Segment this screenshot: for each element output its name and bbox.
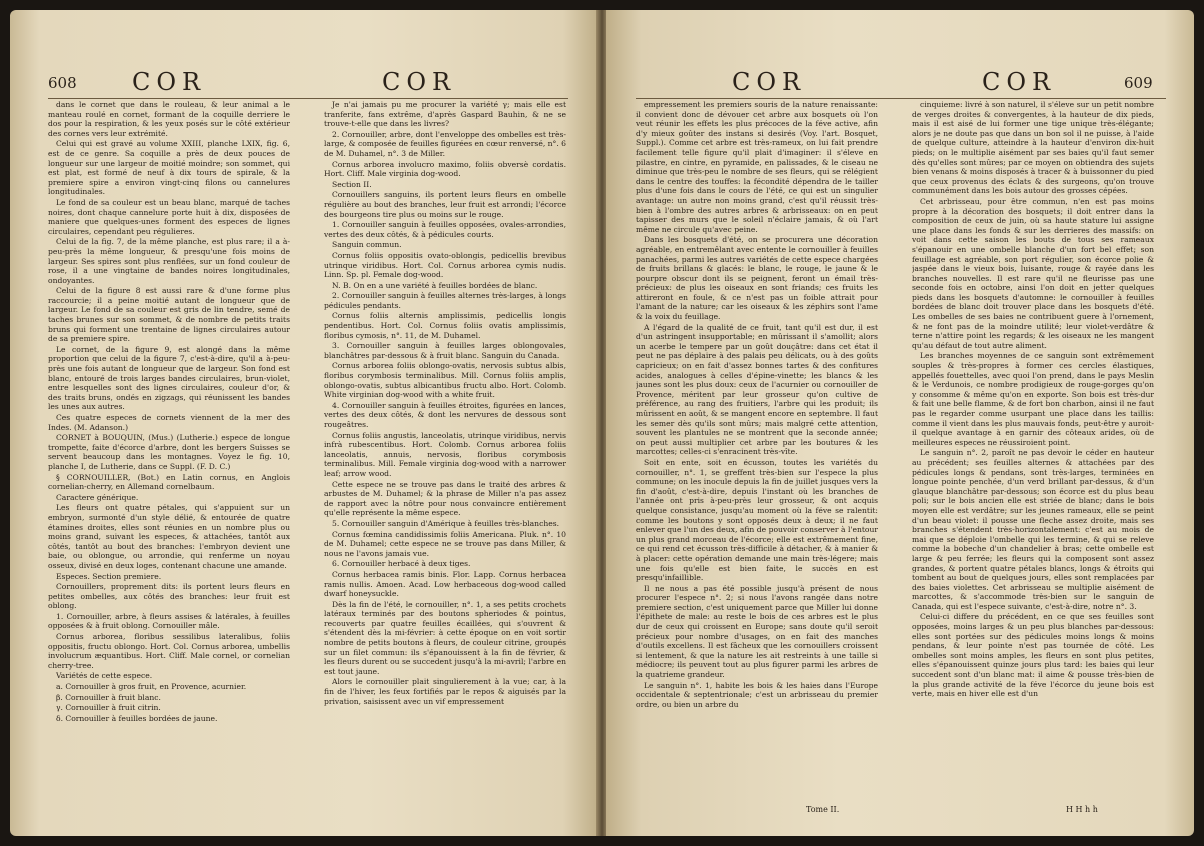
paragraph: Celui qui est gravé au volume XXIII, planche LXIX, fig. 6, est de ce genre. Sa coquille a près de deux pouces de longueur sur une largeur de moitié moindre; son sommet, qui est plat, est formé de neuf à dix tours de spirale, & la premiere spire a environ vingt-cinq filons ou cannelures longitudinales. [48, 139, 290, 197]
paragraph: empressement les premiers souris de la nature renaissante: il convient donc de dévouer cet arbre aux bosquets où l'on veut réunir les effets les plus précoces de la féve active, afin d'y mieux goûter des instans si desirés (Voy. l'art. Bosquet, Suppl.). Comme cet arbre est très-rameux, on lui fait prendre facilement telle figure qu'il plait d'imaginer: il s'éleve en pilastre, en cintre, en pyramide, en palissades, & le ciseau ne diminue que très-peu le nombre de ses fleurs, qui se rélégient dans le centre des touffes: la fécondité dépendra de le tailler plus d'une fois dans le cours de l'été, ce qui est un singulier avantage: un autre non moins grand, c'est qu'il réussit très-bien à l'ombre des autres arbres & arbrisseaux: on en peut tapisser des murs que le soleil n'éclaire jamais, & où l'art même ne circule qu'avec peine. [636, 100, 878, 234]
paragraph: Sanguin commun. [332, 240, 402, 250]
paragraph: Dès la fin de l'été, le cornouiller, n°. 1, a ses petits crochets latéraux terminés par des boutons spheriodes & pointus, recouverts par quatre feuilles écaillées, qui s'ouvrent & s'étendent dès la mi-février: à cette époque on en voit sortir nombre de petits boutons à fleurs, de couleur citrine, groupés sur un filet commun: ils s'épanouissent à la fin de février, & les fleurs durent ou se succedent jusqu'à la mi-avril; l'arbre en est tout jaune. [324, 599, 566, 676]
paragraph: Les branches moyennes de ce sanguin sont extrêmement souples & très-propres à former ces cercles élastiques, appellés fouettelles, avec quoi l'on prend, dans le pays Meslin & le Verdunois, ce nombre prodigieux de rouge-gorges qu'on y consomme & même qu'on en exporte. Son bois est très-dur & fait une belle flamme, & de fort bon charbon, ainsi il ne faut pas le regarder comme usurpant une place dans les taillis: comme il vient dans les plus mauvais fonds, peut-être y auroit-il quelque avantage à en garnir des côteaux arides, où de meilleures especes ne réussiroient point. [912, 351, 1154, 447]
paragraph: Il ne nous a pas été possible jusqu'à présent de nous procurer l'espece n°. 2; si nous l'avons rangée dans notre premiere section, c'est uniquement parce que Miller lui donne l'épithete de male: au reste le bois de ces arbres est le plus dur de ceux qui croissent en Europe; sans doute qu'il seroit précieux pour nombre d'usages, on en fait des manches d'outils excellens. Il est fâcheux que les cornouillers croissent si lentement, & que la nature les ait restreints à une taille si médiocre; ils peuvent tout au plus figurer parmi les arbres de la quatrieme grandeur. [636, 583, 878, 680]
paragraph: Cornus foliis oppositis ovato-oblongis, pedicellis brevibus utrinque viridibus. Hort. Col. Cornus arborea cymis nudis. Linn. Sp. pl. Female dog-wood. [324, 250, 566, 280]
header-rule [636, 98, 1166, 99]
paragraph: CORNET à BOUQUIN, (Mus.) (Lutherie.) espece de longue trompette, faite d'écorce d'arbre, dont les bergers Suisses se servent beaucoup dans les montagnes. Voyez le fig. 10, planche I, de Lutherie, dans ce Suppl. (F. D. C.) [48, 433, 290, 471]
paragraph: Le sanguin n°. 1, habite les bois & les haies dans l'Europe occidentale & septentrionale; c'est un arbrisseau du premier ordre, ou bien un arbre du [636, 680, 878, 709]
running-head-left: COR [732, 68, 807, 96]
paragraph: Variétés de cette espece. [56, 671, 153, 681]
text-column-1 [636, 100, 878, 800]
text-column-2 [324, 100, 566, 800]
paragraph: Ces quatre especes de cornets viennent de la mer des Indes. (M. Adanson.) [48, 413, 290, 432]
paragraph: § CORNOUILLER, (Bot.) en Latin cornus, en Anglois cornelian-cherry, en Allemand cornelbaum. [48, 472, 290, 492]
paragraph: Cornus arborea, floribus sessilibus lateralibus, foliis oppositis, fructu oblongo. Hort. Col. Cornus arborea, umbellis involucrum æquantibus. Hort. Cliff. Male cornel, or cornelian cherry-tree. [48, 632, 290, 670]
running-head-right: COR [982, 68, 1057, 96]
paragraph: 1. Cornouiller sanguin à feuilles opposées, ovales-arrondies, vertes des deux côtés, & à pédicules courts. [324, 220, 566, 239]
paragraph: Je n'ai jamais pu me procurer la variété γ; mais elle est tranferite, fans extrême, d'après Gaspard Bauhin, & ne se trouve-t-elle que dans les livres? [324, 100, 566, 129]
right-page [606, 10, 1194, 836]
paragraph: Le cornet, de la figure 9, est alongé dans la même proportion que celui de la figure 7, c'est-à-dire, qu'il a à-peu-près une fois autant de longueur que de largeur. Son fond est blanc, entouré de trois larges bandes circulaires, brun-violet, entre lesquelles sont des lignes circulaires, couleur d'or, & des traits bruns, ondés en zigzags, qui réunissent les bandes les unes aux autres. [48, 344, 290, 412]
paragraph: Section II. [332, 179, 372, 189]
paragraph: N. B. On en a une variété à feuilles bordées de blanc. [332, 280, 538, 290]
running-head-right: COR [382, 68, 457, 96]
paragraph: Cornus arborea involucro maximo, foliis obversè cordatis. Hort. Cliff. Male virginia dog-wood. [324, 159, 566, 179]
paragraph: Cette espece ne se trouve pas dans le traité des arbres & arbustes de M. Duhamel; & la phrase de Miller n'a pas assez de rapport avec la nôtre pour nous convaincre entièrement qu'elle représente la même espece. [324, 479, 566, 518]
paragraph: Les fleurs ont quatre pétales, qui s'appuient sur un embryon, surmonté d'un style délié, & entourée de quatre étamines droites, elles sont réunies en un nombre plus ou moins grand, suivant les especes, & attachées, tantôt aux côtés, tantôt au bout des branches: l'embryon devient une baie, ou oblongue, ou arrondie, qui renferme un noyau osseux, divisé en deux loges, contenant chacune une amande. [48, 503, 290, 570]
paragraph: Soit en ente, soit en écusson, toutes les variétés du cornouiller, n°. 1, se greffent très-bien sur l'espece la plus commune; on les inocule depuis la fin de juillet jusques vers la fin d'août, c'est-à-dire, depuis l'instant où les branches de l'année ont pris à-peu-près leur grosseur, & ont acquis quelque consistance, jusqu'au moment où la féve se ralentit: comme les boutons y sont opposés deux à deux; il ne faut enlever que l'un des deux, afin de pouvoir conserver à l'entour un plus grand morceau de l'écorce; elle est extrêmement fine, ce qui rend cet écusson très-difficile à détacher, & à manier & à placer: cette opération demande une main très-légere; mais une fois qu'elle est bien faite, le succès en est presqu'infaillible. [636, 457, 878, 583]
paragraph: Cet arbrisseau, pour être commun, n'en est pas moins propre à la décoration des bosquets; il doit entrer dans la composition de ceux de juin, où sa haute stature lui assigne une place dans les fonds & sur les derrieres des massifs: on voit dans cette saison les bouts de tous ses rameaux s'épanouir en une ombelle blanche d'un fort bel effet; son feuillage est agréable, son port régulier, son écorce polie & jaspée dans le vieux bois, luisante, rouge & rayée dans les branches nouvelles. Il est rare qu'il ne fleurisse pas une seconde fois en octobre, ainsi l'on doit en jetter quelques pieds dans les bosquets d'automne: le cornouiller à feuilles bordées de blanc doit trouver place dans les bosquets d'été. Les ombelles de ses baies ne contribuent guere à l'ornement, & ne font pas de la moindre utilité; leur violet-verdâtre & terne n'attire point les regards; & les oiseaux ne les mangent qu'au défaut de tout autre aliment. [912, 196, 1154, 350]
paragraph: dans le cornet que dans le rouleau, & leur animal a le manteau roulé en cornet, formant de la coquille derriere le dos pour la respiration, & les yeux posés sur le côté extérieur des cornes vers leur extrémité. [48, 100, 290, 138]
paragraph: Caractere générique. [56, 492, 139, 502]
paragraph: 2. Cornouiller, arbre, dont l'enveloppe des ombelles est très-large, & composée de feuilles figurées en cœur renversé, n°. 6 de M. Duhamel, n°. 3 de Miller. [324, 129, 566, 158]
page-number: 608 [48, 74, 77, 92]
paragraph: β. Cornouiller à fruit blanc. [56, 692, 161, 702]
paragraph: 5. Cornouiller sanguin d'Amérique à feuilles très-blanches. [332, 518, 560, 528]
paragraph: cinquieme: livré à son naturel, il s'éleve sur un petit nombre de verges droites & convergentes, à la hauteur de dix pieds, mais il est aisé de lui former une tige unique très-élégante; alors je ne doute pas que dans un bon sol il ne puisse, à l'aide de quelque culture, atteindre à la hauteur d'environ dix-huit pieds; on le multiplie aisément par ses baies qu'il faut semer dès qu'elles sont mûres; par ce moyen on obtiendra des sujets bien venans & moins disposés à tracer & à buissonner du pied que ceux provenus des éclats & des surgeons, qu'on trouve communément dans les bois autour des grosses cépées. [912, 100, 1154, 196]
paragraph: Cornouillers, proprement dits: ils portent leurs fleurs en petites ombelles, aux côtés des branches: leur fruit est oblong. [48, 582, 290, 611]
paragraph: Celui-ci differe du précédent, en ce que ses feuilles sont opposées, moins larges & un peu plus blanches par-dessous: elles sont portées sur des pédicules moins longs & moins pendans, & leur pointe n'est pas tournée de côté. Les ombelles sont moins amples, les fleurs en sont plus petites, elles s'épanouissent quinze jours plus tard: les baies qui leur succedent sont d'un blanc mat: il aime & pousse très-bien de la plus grande activité de la féve l'écorce du jeune bois est verte, mais en hiver elle est d'un [912, 612, 1154, 699]
paragraph: 2. Cornouiller sanguin à feuilles alternes très-larges, à longs pédicules pendants. [324, 291, 566, 310]
running-head-left: COR [132, 68, 207, 96]
paragraph: Celui de la figure 8 est aussi rare & d'une forme plus raccourcie; il a peine moitié autant de longueur que de largeur. Le fond de sa couleur est gris de lin tendre, semé de taches brunes sur son sommet, & de nombre de petits traits bruns qui forment une trentaine de lignes circulaires autour de sa premiere spire. [48, 286, 290, 344]
paragraph: Cornus fœmina candidissimis foliis Americana. Pluk. n°. 10 de M. Duhamel; cette espece ne se trouve pas dans Miller, & nous ne l'avons jamais vue. [324, 529, 566, 558]
signature-mark: H H h h [1066, 805, 1098, 814]
paragraph: Cornus herbacea ramis binis. Flor. Lapp. Cornus herbacea ramis nullis. Amoen. Acad. Low herbaceous dog-wood called dwarf honeysuckle. [324, 569, 566, 599]
paragraph: Le fond de sa couleur est un beau blanc, marqué de taches noires, dont chaque cannelure porte huit à dix, disposées de maniere que quelques-unes forment des especes de lignes circulaires, cependant peu régulieres. [48, 197, 290, 236]
paragraph: 3. Cornouiller sanguin à feuilles larges oblongovales, blanchâtres par-dessous & à fruit blanc. Sanguin du Canada. [324, 341, 566, 360]
text-column-1 [48, 100, 290, 800]
paragraph: Le sanguin n°. 2, paroît ne pas devoir le céder en hauteur au précédent; ses feuilles alternes & attachées par des pédicules longs & pendans, sont très-larges, terminées en longue pointe penchée, d'un verd brillant par-dessus, & d'un glauque blanchâtre par-dessous; son écorce est du plus beau poli; sur le bois ancien elle est striée de blanc; dans le bois moyen elle est verdâtre; sur les jeunes rameaux, elle se peint d'un beau violet: il pousse une fleche assez droite, mais ses branches s'étendent très-horizontalement: c'est au mois de mai que se déploie l'ombelle qui les termine, & qui se releve comme la bobeche d'un chandelier à bras; cette ombelle est large & peu ferrée; les fleurs qui la composent sont assez grandes, & portent quatre pétales blancs, longs & étroits qui tombent au bout de quelques jours, elles sont remplacées par des baies violettes. Cet arbrisseau se multiplie aisément de marcottes, & s'accommode très-bien sur le sanguin de Canada, qui est l'espece suivante, c'est-à-dire, notre n°. 3. [912, 448, 1154, 611]
volume-footer: Tome II. [806, 805, 840, 814]
paragraph: 6. Cornouiller herbacé à deux tiges. [332, 559, 471, 569]
page-number: 609 [1124, 74, 1153, 92]
open-book [10, 10, 1194, 836]
paragraph: Cornus foliis alternis amplissimis, pedicellis longis pendentibus. Hort. Col. Cornus foliis ovatis amplissimis, floribus cymosis, n°. 11, de M. Duhamel. [324, 311, 566, 340]
paragraph: 1. Cornouiller, arbre, à fleurs assises & latérales, à feuilles opposées & à fruit oblong. Cornouiller mâle. [48, 611, 290, 631]
paragraph: δ. Cornouiller à feuilles bordées de jaune. [56, 713, 218, 723]
paragraph: Celui de la fig. 7, de la même planche, est plus rare; il a à-peu-près la même longueur, & presqu'une fois moins de largeur. Ses spires sont plus renflées, sur un fond couleur de rose, il a une vingtaine de bandes noires longitudinales, ondoyantes. [48, 237, 290, 285]
paragraph: Cornus foliis angustis, lanceolatis, utrinque viridibus, nervis infrà rubescentibus. Hort. Colomb. Cornus arborea foliis lanceolatis, annuis, nervosis, floribus corymbosis terminalibus. Mill. Female virginia dog-wood with a narrower leaf; arrow wood. [324, 430, 566, 478]
text-column-2 [912, 100, 1154, 800]
paragraph: a. Cornouiller à gros fruit, en Provence, acurnier. [56, 682, 247, 692]
left-page [10, 10, 598, 836]
header-rule [48, 98, 568, 99]
paragraph: γ. Cornouiller à fruit citrin. [56, 703, 161, 713]
paragraph: Cornouillers sanguins, ils portent leurs fleurs en ombelle régulière au bout des branches, leur fruit est arrondi; l'écorce des bourgeons tire plus ou moins sur le rouge. [324, 190, 566, 219]
paragraph: Alors le cornouiller plait singulierement à la vue; car, à la fin de l'hiver, les feux fortifiés par le repos & aiguisés par la privation, saisissent avec un vif empressement [324, 677, 566, 706]
paragraph: Especes. Section premiere. [56, 571, 162, 581]
paragraph: Cornus arborea foliis oblongo-ovatis, nervosis subtus albis, floribus corymbosis terminalibus. Mill. Cornus foliis amplis, oblongo-ovatis, subtus albicantibus fructu albo. Hort. Colomb. White virginian dog-wood with a white fruit. [324, 361, 566, 400]
paragraph: A l'égard de la qualité de ce fruit, tant qu'il est dur, il est d'un astringent insupportable; en mûrissant il s'amollit; alors un acerbe le tempere par un goût douçâtre: dans cet état il peut ne pas déplaire à des palais peu délicats, ou à des goûts capricieux; on en fait d'assez bonnes tartes & des confitures acides, analogues à celles d'épine-vinette; les blancs & les jaunes sont les plus doux: ceux de l'acurnier ou cornouiller de Provence, méritent par leur grosseur qu'on cultive de préférence, au rang des fruitiers, l'arbre qui les produit; ils mûrissent en août, & se mangent encore en septembre. Il faut les semer dès qu'ils sont mûrs; mais malgré cette attention, souvent les plantules ne se montrent que la seconde année; on peut aussi multiplier cet arbre par les boutures & les marcottes; celles-ci s'enracinent très-vîte. [636, 322, 878, 457]
paragraph: Dans les bosquets d'été, on se procurera une décoration agréable, en entremêlant avec entente le cornouiller à feuilles panachées, parmi les autres variétés de cette espece chargées de fruits brillans & glacés: le blanc, le rouge, le jaune & le pourpre obscur dont ils se peignent, feront un émail très-précieux: de plus les oiseaux en sont friands; ces fruits les attireront en foule, & ce n'est pas un foible attrait pour l'amant de la nature; car les oiseaux & les zéphirs sont l'ame & la voix du feuillage. [636, 235, 878, 322]
paragraph: 4. Cornouiller sanguin à feuilles étroites, figurées en lances, vertes des deux côtés, & dont les nervures de dessous sont rougeâtres. [324, 400, 566, 429]
